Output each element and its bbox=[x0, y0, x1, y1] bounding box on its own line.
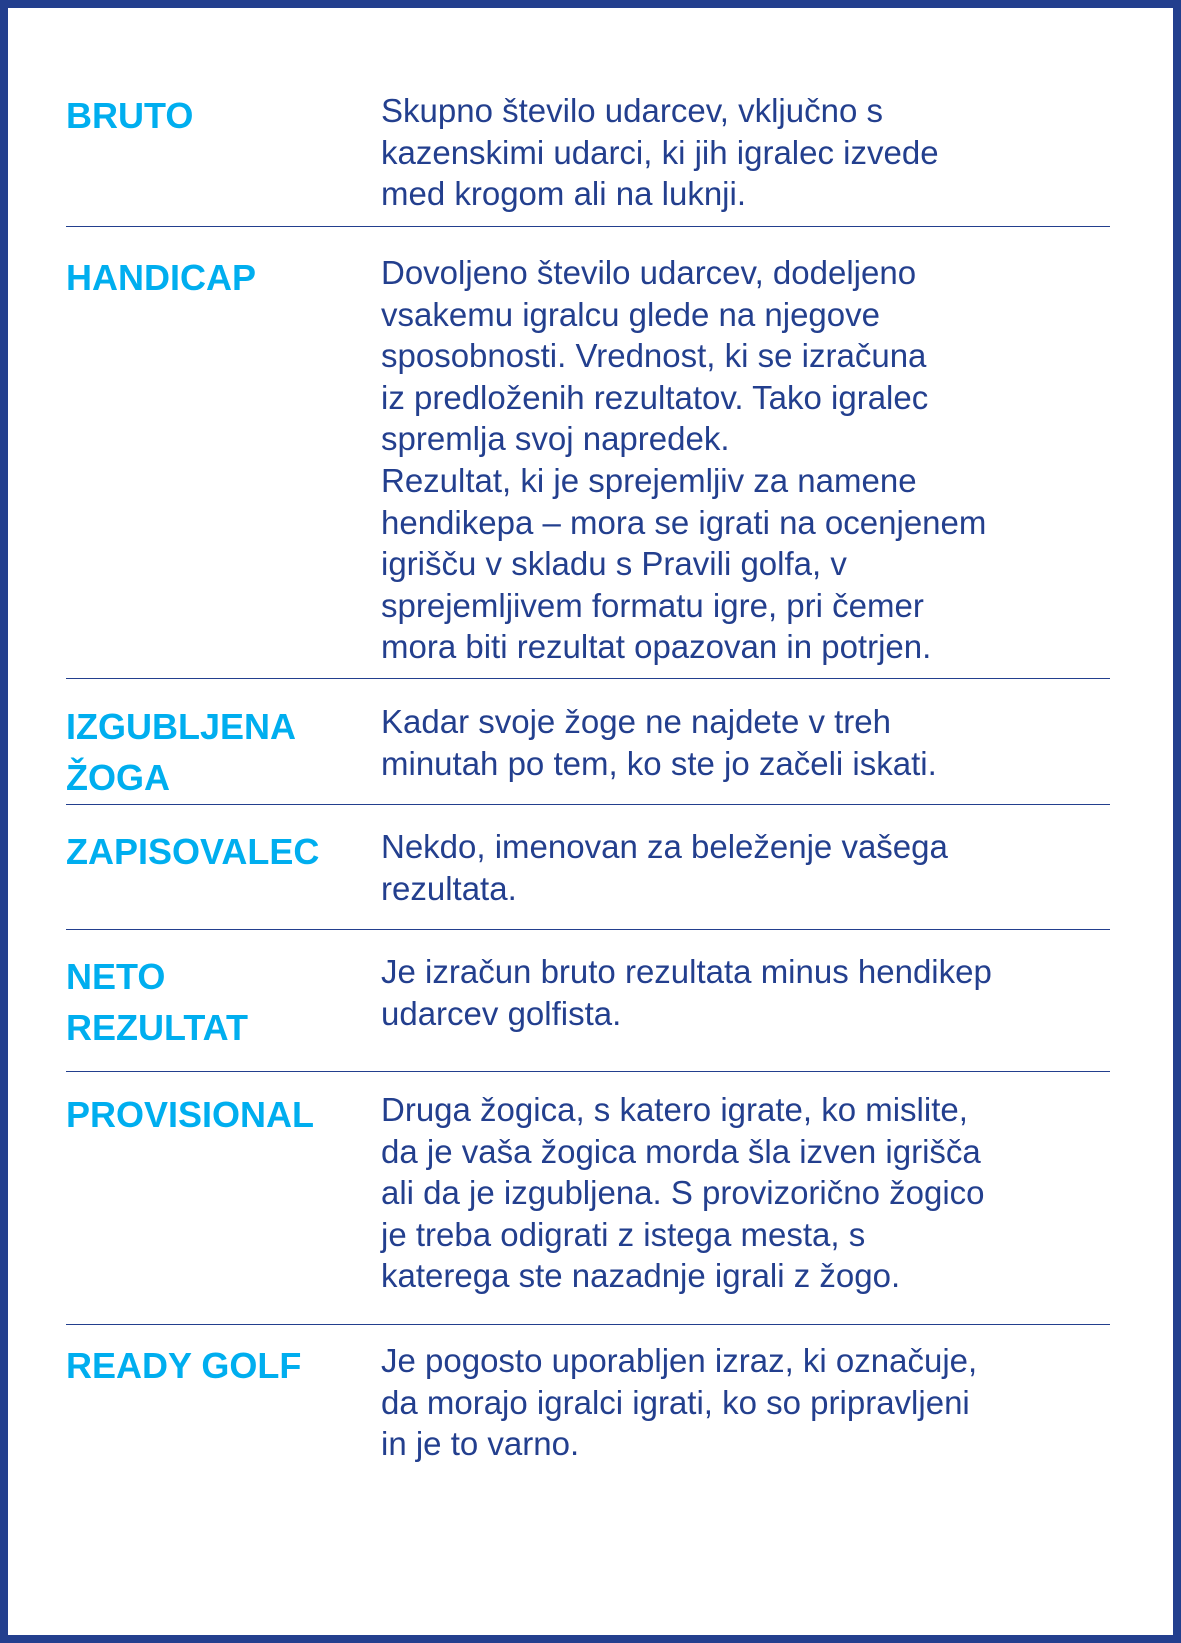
divider bbox=[66, 226, 1110, 227]
term: NETO REZULTAT bbox=[66, 956, 248, 1048]
term: IZGUBLJENA ŽOGA bbox=[66, 706, 297, 798]
divider bbox=[66, 1324, 1110, 1325]
definition: Skupno število udarcev, vključno s kazenskimi udarci, ki jih igralec izvede med krogom ali na luknji. bbox=[381, 92, 939, 213]
term: ZAPISOVALEC bbox=[66, 831, 320, 872]
divider bbox=[66, 678, 1110, 679]
definition: Dovoljeno število udarcev, dodeljeno vsakemu igralcu glede na njegove sposobnosti. Vrednost, ki se izračuna iz predloženih rezultatov. Tako igralec spremlja svoj napredek. Rezultat, ki je sprejemljiv za namene hendikepa – mora se igrati na ocenjenem igrišču v skladu s Pravili golfa, v sprejemljivem formatu igre, pri čemer mora biti rezultat opazovan in potrjen. bbox=[381, 254, 987, 666]
divider bbox=[66, 1071, 1110, 1072]
definition: Je izračun bruto rezultata minus hendikep udarcev golfista. bbox=[381, 953, 992, 1032]
definition: Druga žogica, s katero igrate, ko mislite, da je vaša žogica morda šla izven igrišča ali da je izgubljena. S provizorično žogico je treba odigrati z istega mesta, s katerega ste nazadnje igrali z žogo. bbox=[381, 1091, 985, 1295]
term: HANDICAP bbox=[66, 257, 257, 298]
term: BRUTO bbox=[66, 95, 194, 136]
definition: Je pogosto uporabljen izraz, ki označuje, da morajo igralci igrati, ko so pripravljeni in je to varno. bbox=[381, 1342, 978, 1463]
definition: Kadar svoje žoge ne najdete v treh minutah po tem, ko ste jo začeli iskati. bbox=[381, 703, 937, 782]
divider bbox=[66, 804, 1110, 805]
divider bbox=[66, 929, 1110, 930]
term: PROVISIONAL bbox=[66, 1094, 315, 1135]
definition: Nekdo, imenovan za beleženje vašega rezultata. bbox=[381, 828, 948, 907]
term: READY GOLF bbox=[66, 1345, 302, 1386]
